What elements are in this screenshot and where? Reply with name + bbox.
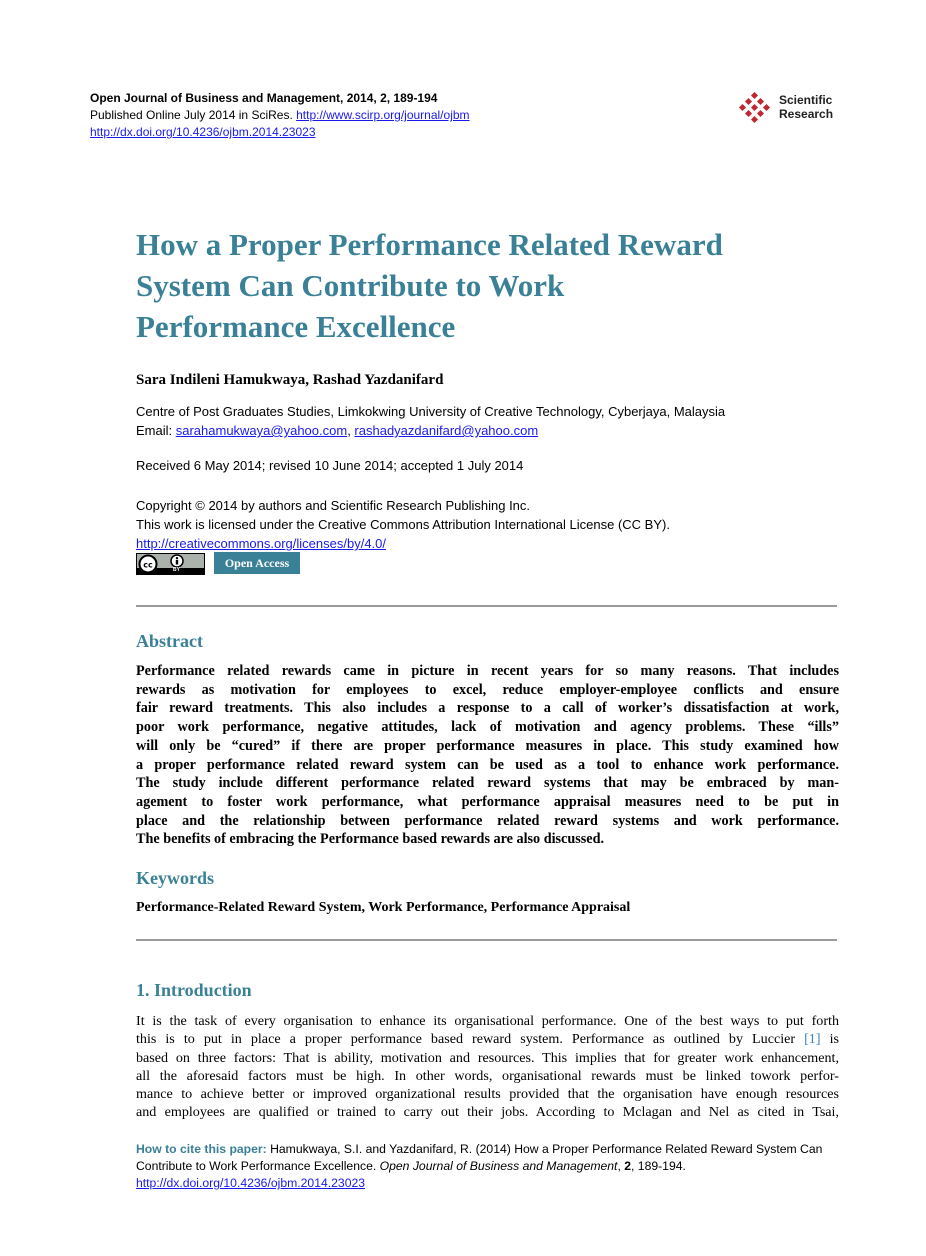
reference-link-1[interactable]: [1] [804, 1031, 821, 1048]
intro-line-2-end: is [820, 1031, 839, 1048]
abstract-line: place and the relationship between performance related reward systems and work performance. [136, 812, 839, 829]
abstract-line: The benefits of embracing the Performance based rewards are also discussed. [136, 831, 605, 848]
keywords-text: Performance-Related Reward System, Work Performance, Performance Appraisal [136, 900, 631, 915]
header-doi-link[interactable]: http://dx.doi.org/10.4236/ojbm.2014.23023 [90, 125, 316, 139]
cc-by-label: BY [173, 567, 180, 573]
abstract-body [136, 662, 839, 849]
received-dates: Received 6 May 2014; revised 10 June 2014; accepted 1 July 2014 [136, 458, 524, 473]
abstract-line: agement to foster work performance, what performance appraisal measures need to be put in [136, 793, 839, 810]
cite-doi-link[interactable]: http://dx.doi.org/10.4236/ojbm.2014.23023 [136, 1176, 366, 1190]
published-prefix: Published Online July 2014 in SciRes. [90, 108, 297, 122]
divider-bottom [136, 939, 837, 941]
introduction-heading: 1. Introduction [136, 980, 252, 1000]
cc-icon [137, 554, 204, 574]
abstract-line: rewards as motivation for employees to excel, reduce employer-employee conflicts and ensure [136, 681, 839, 698]
abstract-line: will only be “cured” if there are proper performance measures in place. This study examined how [136, 737, 839, 754]
intro-line-3: based on three factors: That is ability, motivation and resources. This implies that for greater work enhancement, [136, 1049, 839, 1066]
cite-text-2: Contribute to Work Performance Excellence. [136, 1159, 380, 1173]
copyright-block [136, 496, 670, 553]
abstract-line: a proper performance related reward system can be used as a tool to enhance work performance. [136, 756, 839, 773]
email-link-1[interactable]: sarahamukwaya@yahoo.com [175, 423, 348, 438]
divider-top [136, 605, 837, 607]
cite-sep: , [617, 1159, 625, 1173]
logo-line-2: Research [779, 107, 834, 121]
email-label: Email: [136, 423, 176, 438]
cite-volume: 2 [624, 1159, 632, 1173]
abstract-heading: Abstract [136, 631, 203, 651]
affiliation-block [136, 402, 725, 440]
cite-pages: , 189-194. [631, 1159, 686, 1173]
keywords-heading: Keywords [136, 868, 214, 888]
open-access-badge[interactable]: Open Access [214, 552, 300, 574]
introduction-body [136, 1012, 839, 1122]
authors: Sara Indileni Hamukwaya, Rashad Yazdanifard [136, 372, 444, 388]
copyright-line: Copyright © 2014 by authors and Scientific Research Publishing Inc. [136, 498, 531, 513]
cite-line-2 [136, 1158, 841, 1175]
intro-line-2-text: this is to put in place a proper performance based reward system. Performance as outlined by Luccier [136, 1031, 805, 1048]
email-separator: , [347, 423, 355, 438]
license-line: This work is licensed under the Creative Commons Attribution International License (CC BY). [136, 517, 670, 532]
cc-by-badge[interactable] [136, 553, 205, 575]
cite-line-1 [136, 1141, 841, 1158]
intro-line-5: mance to achieve better or improved organizational results provided that the organisation have enough resources [136, 1086, 839, 1103]
abstract-line: fair reward treatments. This also includes a response to a call of worker’s dissatisfaction at work, [136, 700, 839, 717]
intro-line-6: and employees are qualified or trained to carry out their jobs. According to Mclagan and Nel as cited in Tsai, [136, 1104, 839, 1121]
email-line [136, 421, 725, 440]
logo-text [779, 93, 833, 121]
intro-line-4: all the aforesaid factors must be high. In other words, organisational rewards must be linked towork perfor- [136, 1067, 839, 1084]
title-line-2: System Can Contribute to Work [136, 268, 565, 303]
cite-label: How to cite this paper: [136, 1142, 267, 1156]
svg-text:cc: cc [143, 560, 153, 570]
intro-line-1: It is the task of every organisation to enhance its organisational performance. One of the best ways to put forth [136, 1013, 839, 1029]
email-link-2[interactable]: rashadyazdanifard@yahoo.com [354, 423, 539, 438]
published-line [90, 107, 470, 124]
affiliation: Centre of Post Graduates Studies, Limkokwing University of Creative Technology, Cyberjaya, Malaysia [136, 404, 726, 419]
title-line-1: How a Proper Performance Related Reward [136, 227, 723, 262]
abstract-line: The study include different performance related reward systems that may be embraced by man- [136, 775, 839, 792]
abstract-line: Performance related rewards came in picture in recent years for so many reasons. That includes [136, 663, 839, 679]
title-line-3: Performance Excellence [136, 309, 456, 344]
journal-citation-line: Open Journal of Business and Management, 2014, 2, 189-194 [90, 91, 438, 105]
journal-info [90, 90, 470, 141]
cite-journal: Open Journal of Business and Management [379, 1159, 618, 1173]
journal-url-link[interactable]: http://www.scirp.org/journal/ojbm [296, 108, 470, 122]
how-to-cite [136, 1141, 841, 1192]
intro-line-2 [136, 1030, 839, 1048]
license-url-link[interactable]: http://creativecommons.org/licenses/by/4.0/ [136, 536, 387, 551]
abstract-line: poor work performance, negative attitudes, lack of motivation and agency problems. These “ills” [136, 719, 839, 736]
cite-text-1: Hamukwaya, S.I. and Yazdanifard, R. (2014) How a Proper Performance Related Reward System Can [266, 1142, 823, 1156]
logo-line-1: Scientific [779, 93, 833, 107]
paper-title [136, 224, 856, 347]
